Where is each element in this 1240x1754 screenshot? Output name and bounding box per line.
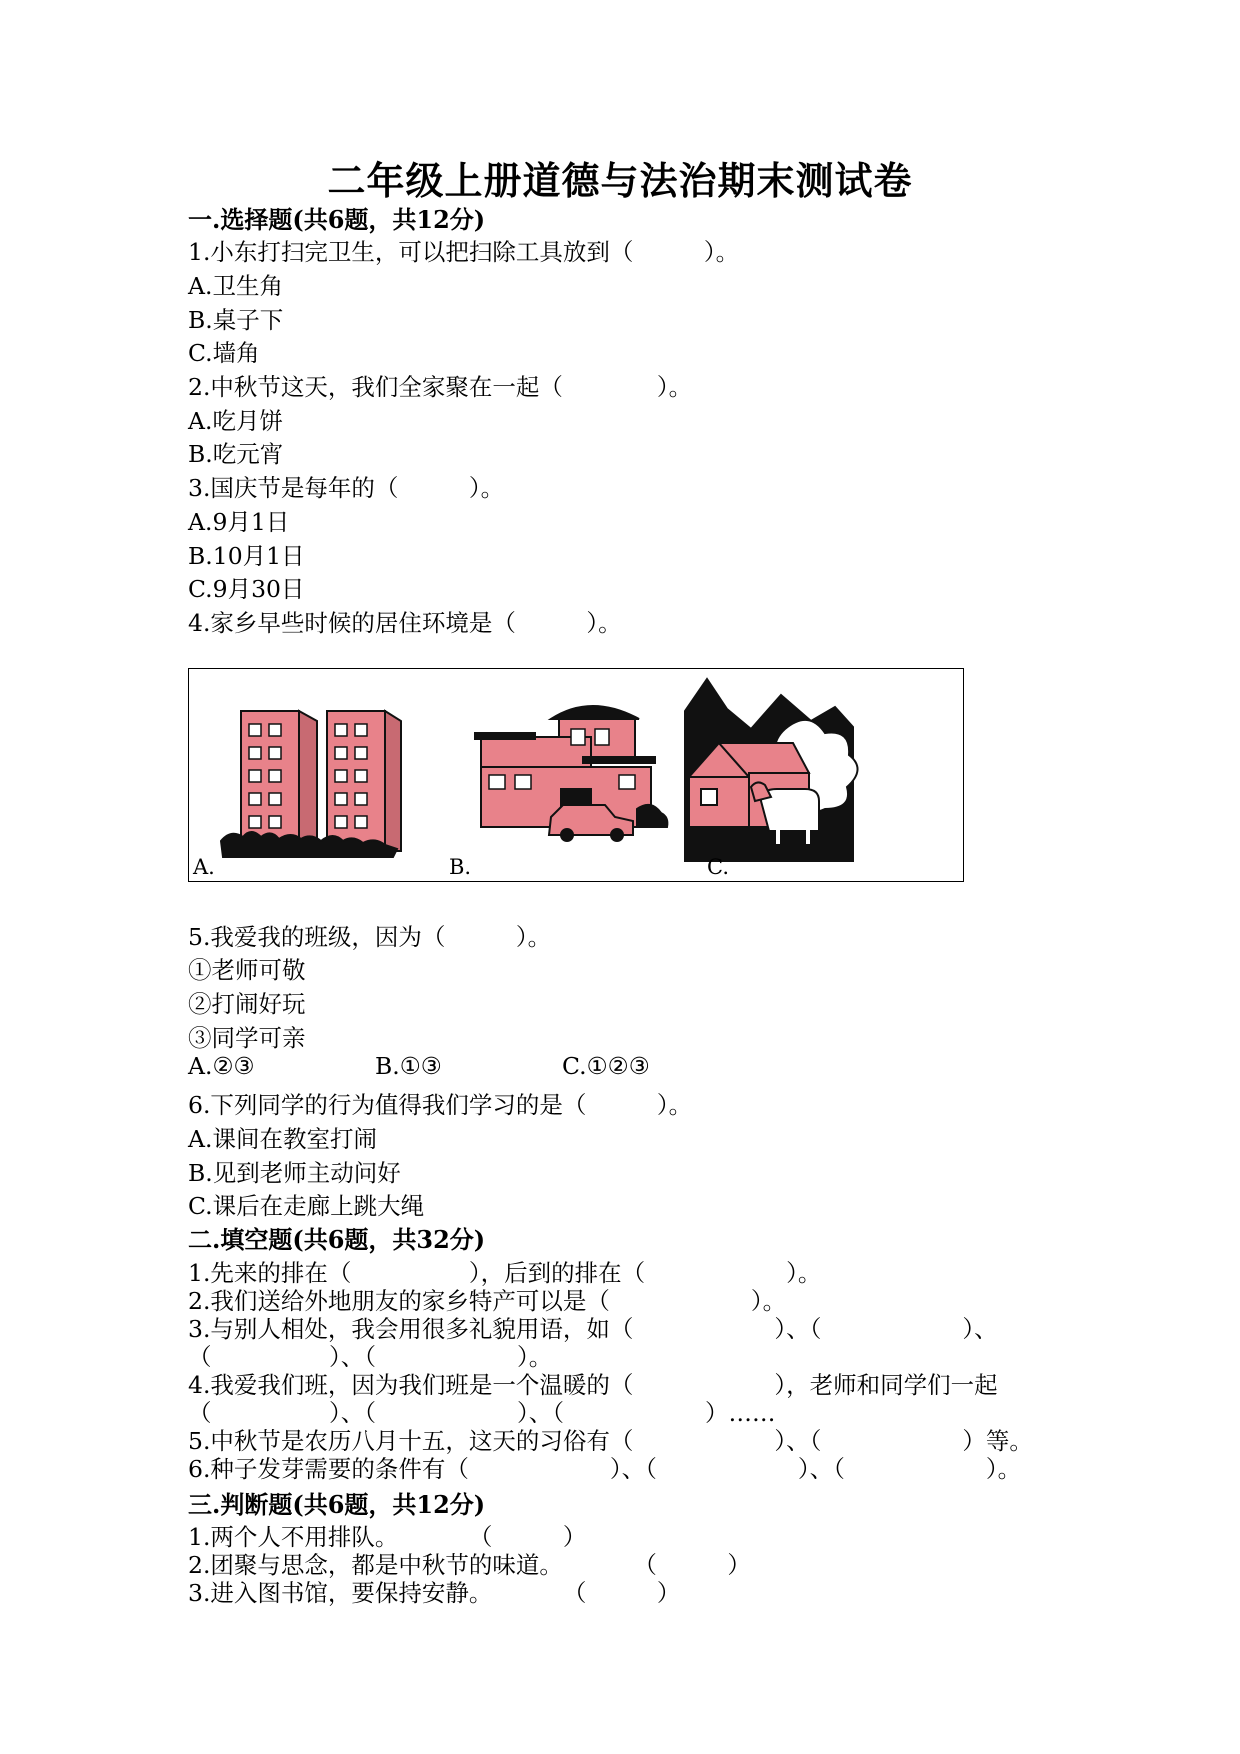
question-1-option-b: B.桌子下 bbox=[188, 306, 284, 334]
village-house-image bbox=[685, 679, 858, 861]
question-1-option-c: C.墙角 bbox=[188, 339, 260, 367]
true-false-line: 1.两个人不用排队。 （ ） bbox=[188, 1523, 587, 1551]
page-title: 二年级上册道德与法治期末测试卷 bbox=[327, 158, 913, 203]
question-2-option-b: B.吃元宵 bbox=[188, 440, 284, 468]
question-1-option-a: A.卫生角 bbox=[188, 272, 283, 300]
question-6-option-c: C.课后在走廊上跳大绳 bbox=[188, 1192, 425, 1220]
section-heading-choice: 一.选择题(共6题，共12分) bbox=[188, 205, 486, 234]
figure-label-a: A. bbox=[193, 855, 215, 879]
question-2-stem: 2.中秋节这天，我们全家聚在一起（ ）。 bbox=[188, 373, 693, 401]
dwellings-illustration bbox=[189, 669, 963, 881]
apartment-buildings-image bbox=[221, 711, 401, 857]
villa-with-car-image bbox=[475, 706, 667, 841]
question-4-stem: 4.家乡早些时候的居住环境是（ ）。 bbox=[188, 609, 622, 637]
fill-blank-line: （ ）、（ ）、（ ）…… bbox=[188, 1399, 776, 1427]
question-5-item-2: ②打闹好玩 bbox=[188, 990, 306, 1018]
question-3-option-c: C.9月30日 bbox=[188, 575, 305, 603]
figure-label-b: B. bbox=[449, 855, 472, 879]
question-2-option-a: A.吃月饼 bbox=[188, 407, 283, 435]
fill-blank-line: 5.中秋节是农历八月十五，这天的习俗有（ ）、（ ）等。 bbox=[188, 1427, 1033, 1455]
fill-blank-line: 4.我爱我们班，因为我们班是一个温暖的（ ），老师和同学们一起 bbox=[188, 1371, 998, 1399]
question-3-option-b: B.10月1日 bbox=[188, 542, 305, 570]
fill-blank-line: 3.与别人相处，我会用很多礼貌用语，如（ ）、（ ）、 bbox=[188, 1315, 998, 1343]
question-1-stem: 1.小东打扫完卫生，可以把扫除工具放到（ ）。 bbox=[188, 238, 740, 266]
figure-label-c: C. bbox=[707, 855, 729, 879]
true-false-line: 3.进入图书馆，要保持安静。 （ ） bbox=[188, 1579, 681, 1607]
section-heading-true-false: 三.判断题(共6题，共12分) bbox=[188, 1490, 486, 1519]
question-5-item-3: ③同学可亲 bbox=[188, 1024, 306, 1052]
question-6-stem: 6.下列同学的行为值得我们学习的是（ ）。 bbox=[188, 1091, 693, 1119]
question-5-stem: 5.我爱我的班级，因为（ ）。 bbox=[188, 923, 552, 951]
question-4-figure bbox=[188, 668, 964, 882]
question-5-option-a: A.②③ bbox=[188, 1052, 255, 1080]
true-false-line: 2.团聚与思念，都是中秋节的味道。 （ ） bbox=[188, 1551, 751, 1579]
fill-blank-line: 1.先来的排在（ ），后到的排在（ ）。 bbox=[188, 1259, 822, 1287]
question-5-option-b: B.①③ bbox=[375, 1052, 442, 1080]
question-6-option-a: A.课间在教室打闹 bbox=[188, 1125, 377, 1153]
section-heading-fill-blank: 二.填空题(共6题，共32分) bbox=[188, 1225, 486, 1254]
fill-blank-line: 6.种子发芽需要的条件有（ ）、（ ）、（ ）。 bbox=[188, 1455, 1022, 1483]
question-3-option-a: A.9月1日 bbox=[188, 508, 290, 536]
fill-blank-line: 2.我们送给外地朋友的家乡特产可以是（ ）。 bbox=[188, 1287, 787, 1315]
question-5-option-c: C.①②③ bbox=[562, 1052, 650, 1080]
fill-blank-line: （ ）、（ ）。 bbox=[188, 1343, 553, 1371]
question-3-stem: 3.国庆节是每年的（ ）。 bbox=[188, 474, 505, 502]
question-6-option-b: B.见到老师主动问好 bbox=[188, 1159, 401, 1187]
question-5-item-1: ①老师可敬 bbox=[188, 956, 306, 984]
